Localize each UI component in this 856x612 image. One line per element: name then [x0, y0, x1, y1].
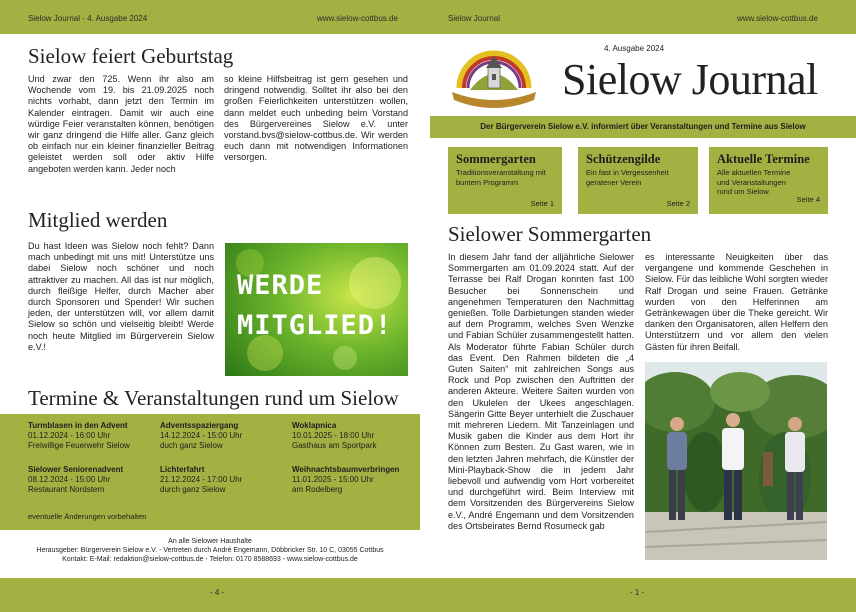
- member-text: Du hast Ideen was Sielow noch fehlt? Dann mach unbedingt mit uns mit! Unterstütze uns dabei Sielow noch schöner und noch attraktiver zu machen. All das ist nur möglich, durch fleißige Helfer, durch Macher aber durch Sponsoren und Spender! Wir suchen jeden, der unterstützen will, vor allem damit Sielow so schön und vielseitig bleibt! Werde noch heute Mitglied im Bürgerverein Sielow e.V.!: [28, 241, 214, 352]
- card-title: Schützengilde: [586, 152, 661, 166]
- club-logo: [446, 38, 542, 110]
- imprint-line1: An alle Sielower Haushalte: [168, 538, 252, 545]
- event-date: 21.12.2024 - 17:00 Uhr: [160, 475, 243, 484]
- event-place: Gasthaus am Sportpark: [292, 441, 377, 450]
- event-title: Lichterfahrt: [160, 465, 205, 474]
- header-right-url[interactable]: www.sielow-cottbus.de: [737, 14, 818, 23]
- summer-heading: Sielower Sommergarten: [448, 222, 652, 246]
- masthead-title: Sielow Journal: [562, 55, 818, 104]
- birthday-text-col2: so kleine Hilfsbeitrag ist gern gesehen und dringend notwendig. Solltet ihr also bei den großen Feierlichkeiten unterstützen wollen, dann meldet euch unbeding beim Vorstand des Bürgervereines Sielow e.V. unter vorstand.bvs@sielow-cottbus.de. Wir werden euch dann mit notwendigen Informationen versorgen.: [224, 74, 408, 163]
- birthday-heading: Sielow feiert Geburtstag: [28, 44, 234, 68]
- masthead-tagline-bar: [430, 116, 856, 138]
- member-banner-line2: MITGLIED!: [237, 310, 393, 341]
- birthday-text-col1: Und zwar den 725. Wenn ihr also am Wochende vom 19. bis 21.09.2025 noch nichts vorhabt, dann jetzt den Termin im Kalender eintragen. Damit wir auch eine würdige Feier veranstalten können, benötigen wir ganz dringend die Hilfe aller. Ganz gleich ob einfach nur ein kleiner finanzieller Beitrag geleistet werden soll oder aktiv Hilfe angeboten werden kann. Jeder noch: [28, 74, 214, 174]
- card-title: Sommergarten: [456, 152, 536, 166]
- event-title: Turmblasen in den Advent: [28, 421, 128, 430]
- page-number-left: - 4 -: [210, 588, 225, 597]
- member-heading: Mitglied werden: [28, 208, 168, 232]
- header-right-title: Sielow Journal: [448, 14, 501, 23]
- teaser-card-termine[interactable]: [709, 147, 828, 214]
- event-place: durch ganz Sielow: [160, 485, 226, 494]
- event-place: Freiwillige Feuerwehr Sielow: [28, 441, 130, 450]
- event-place: duch ganz Sielow: [160, 441, 223, 450]
- event-photo-image: [645, 362, 827, 560]
- event-date: 14.12.2024 - 15:00 Uhr: [160, 431, 243, 440]
- card-page: Seite 4: [796, 195, 820, 204]
- card-desc: Alle aktuellen Termine und Veranstaltungen rund um Sielow.: [717, 168, 791, 196]
- events-heading: Termine & Veranstaltungen rund um Sielow: [28, 386, 399, 410]
- event-title: Adventsspaziergang: [160, 421, 239, 430]
- event-title: Sielower Seniorenadvent: [28, 465, 124, 474]
- teaser-card-sommergarten[interactable]: [448, 147, 562, 214]
- page-number-right: - 1 -: [630, 588, 645, 597]
- summer-text-col1: In diesem Jahr fand der alljährliche Sielower Sommergarten am 01.09.2024 statt. Auf der Terrasse bei Ralf Drogan konnten fast 100 Besucher bei Sonnenschein und angenehmen Temperaturen den Nachmittag genießen. Tolle Darbietungen standen wieder auf dem Programm, welches Sven Wenzke und Fabian Schüler zusammengestellt hatten. Als Moderator führte Fabian Schüler durch das Event. Den Rahmen bildeten die „4 Guten Saiten“ mit zahlreichen Songs aus Rock und Pop zwischen den Auftritten der anderen Akteure. Weitere Saiten wurden von den Ukulelen der Ukees angeschlagen. Sängerin Gitte Beyer unterhielt die Zuschauer mit mehreren Liedern. Mit Tanzeinlagen und Musik gaben die Kinder aus dem Hort ihr Können zum Besten. Zu Gast waren, wie in den letzten Jahren mehrfach, die Künstler der Mini-Playback-Show die in jedem Jahr liebevoll und aufwendig vom Hort vorbereitet und durchgeführt wird. Beim Interview mit dem Vorsitzenden des Bürgervereins Sielow e.V., André Engemann und dem Vorsitzenden des Ortsbeirates Bernd Rosumeck gab: [448, 252, 634, 531]
- event-place: am Rodelberg: [292, 485, 343, 494]
- event-date: 01.12.2024 - 16:00 Uhr: [28, 431, 111, 440]
- member-banner-line1: WERDE: [237, 270, 324, 301]
- event-item: [28, 465, 123, 495]
- member-banner[interactable]: [225, 243, 408, 376]
- imprint-line3: Kontakt: E-Mail: redaktion@sielow-cottbus.de - Telefon: 0170 8588693 - www.sielow-cottbus.de: [62, 556, 358, 563]
- masthead-issue: 4. Ausgabe 2024: [604, 44, 665, 53]
- footer-bar: [0, 578, 856, 612]
- event-item: [160, 421, 242, 451]
- summer-text-col2: es interessante Neuigkeiten über das vergangene und kommende Geschehen in Sielow. Für das leibliche Wohl sorgten wieder Ralf Drogan und seine Frauen. Getränke wurden von den Helferinnen am Getränkewagen über die Theke gereicht. Wir danken den Organisatoren, allen Helfern den Unterstützern und vor allem den vielen Gästen für ihren Beifall.: [645, 252, 828, 352]
- event-title: Weihnachtsbaumverbringen: [292, 465, 400, 474]
- header-left-issue: Sielow Journal - 4. Ausgabe 2024: [28, 14, 148, 23]
- card-page: Seite 2: [666, 199, 690, 208]
- card-title: Aktuelle Termine: [717, 152, 810, 166]
- event-item: [160, 465, 242, 495]
- event-title: Woklapnica: [292, 421, 337, 430]
- event-place: Restaurant Nordstern: [28, 485, 105, 494]
- event-item: [292, 465, 399, 495]
- header-bar: [0, 0, 856, 34]
- event-item: [292, 421, 376, 451]
- header-left-url[interactable]: www.sielow-cottbus.de: [317, 14, 398, 23]
- event-date: 11.01.2025 - 15:00 Uhr: [292, 475, 374, 484]
- card-desc: Ein fast in Vergessenheit geratener Verein: [586, 168, 669, 187]
- card-desc: Traditionsveranstaltung mit buntem Programm: [456, 168, 546, 187]
- club-logo-ring-text: Bürgerverein Sielow e.V.: [464, 92, 524, 98]
- imprint-line2: Herausgeber: Bürgerverein Sielow e.V. - Vertreten durch André Engemann, Döbbricker Str. 10 C, 03055 Cottbus: [36, 547, 384, 554]
- club-logo-icon: [446, 38, 542, 110]
- event-photo: [645, 362, 827, 560]
- event-date: 10.01.2025 - 18:00 Uhr: [292, 431, 375, 440]
- card-page: Seite 1: [530, 199, 554, 208]
- masthead-tagline: Der Bürgerverein Sielow e.V. informiert über Veranstaltungen und Termine aus Sielow: [480, 122, 806, 131]
- events-note: eventuelle Änderungen vorbehalten: [28, 512, 147, 521]
- teaser-card-schuetzengilde[interactable]: [578, 147, 698, 214]
- event-date: 08.12.2024 - 15:00 Uhr: [28, 475, 111, 484]
- event-item: [28, 421, 130, 451]
